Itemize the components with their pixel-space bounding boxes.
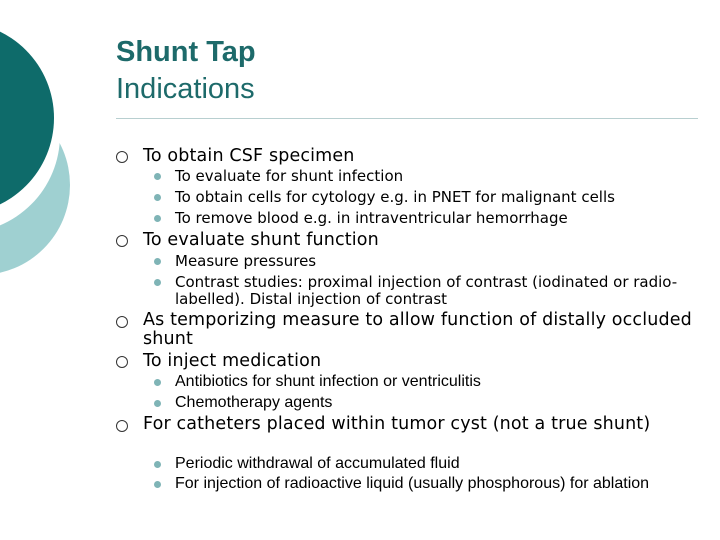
sub-bullet-text: Chemotherapy agents (175, 394, 333, 411)
sub-bullet-text: To obtain cells for cytology e.g. in PNET for malignant cells (175, 188, 615, 206)
open-circle-bullet-icon (116, 235, 128, 247)
sub-bullet-text: Contrast studies: proximal injection of contrast (iodinated or radio-labelled). Distal injection of contrast (175, 273, 678, 308)
bullet-text: For catheters placed within tumor cyst (not a true shunt) (143, 414, 651, 434)
sub-bullet-text: Measure pressures (175, 252, 317, 270)
open-circle-bullet-icon (116, 151, 128, 163)
sub-bullet-text: To remove blood e.g. in intraventricular hemorrhage (175, 209, 568, 227)
dot-bullet-icon (154, 194, 161, 201)
bullet-text: To evaluate shunt function (143, 230, 379, 250)
dot-bullet-icon (154, 258, 161, 265)
dot-bullet-icon (154, 279, 161, 286)
dot-bullet-icon (154, 215, 161, 222)
title-line-2: Indications (116, 73, 255, 105)
sub-bullet-text: Periodic withdrawal of accumulated fluid (175, 455, 460, 472)
sub-bullet-text: For injection of radioactive liquid (usually phosphorous) for ablation (175, 475, 650, 492)
dot-bullet-icon (154, 379, 161, 386)
sub-bullet-text: To evaluate for shunt infection (175, 167, 404, 185)
sub-bullet-text: Antibiotics for shunt infection or ventriculitis (175, 373, 481, 390)
dot-bullet-icon (154, 461, 161, 468)
bullet-text: As temporizing measure to allow function of distally occluded shunt (143, 310, 692, 349)
open-circle-bullet-icon (116, 420, 128, 432)
dot-bullet-icon (154, 173, 161, 180)
open-circle-bullet-icon (116, 356, 128, 368)
bullet-text: To obtain CSF specimen (143, 146, 355, 166)
open-circle-bullet-icon (116, 316, 128, 328)
bullet-text: To inject medication (143, 351, 322, 371)
dot-bullet-icon (154, 481, 161, 488)
title-line-1: Shunt Tap (116, 36, 256, 68)
dot-bullet-icon (154, 400, 161, 407)
